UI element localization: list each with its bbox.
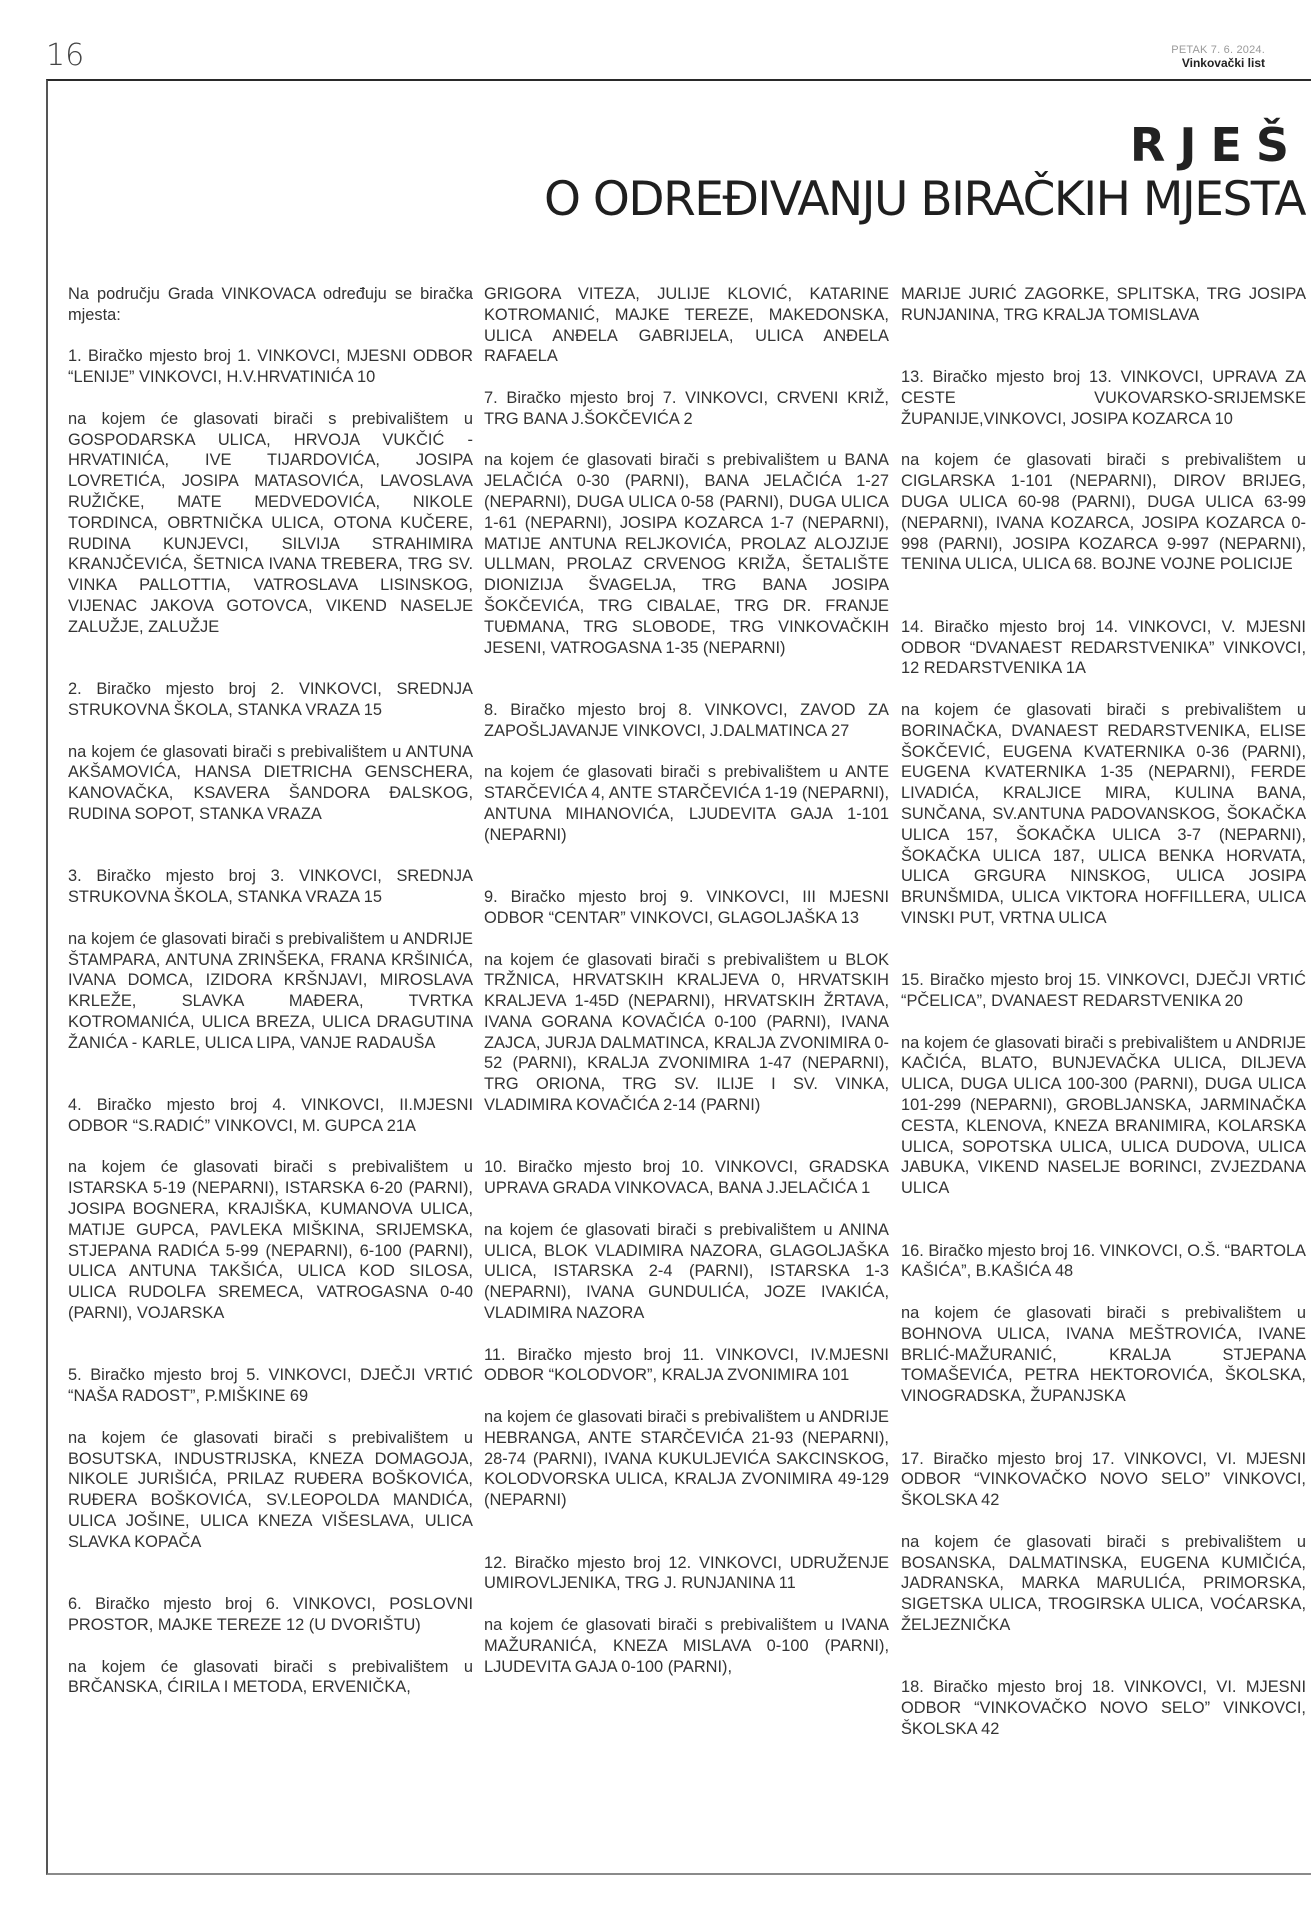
spacer bbox=[484, 658, 889, 700]
polling-station-heading: 8. Biračko mjesto broj 8. VINKOVCI, ZAVOD ZA ZAPOŠLJAVANJE VINKOVCI, J.DALMATINCA 27 bbox=[484, 700, 889, 740]
page-number: 16 bbox=[46, 38, 85, 73]
paragraph: na kojem će glasovati birači s prebivalištem u GOSPODARSKA ULICA, HRVOJA VUKČIĆ - HRVATINIĆA, IVE TIJARDOVIĆA, JOSIPA LOVRETIĆA, JOSIPA MATASOVIĆA, LAVOSLAVA RUŽIČKE, MATE MEDVEDOVIĆA, NIKOLE TORDINCA, OBRTNIČKA ULICA, OTONA KUČERE, RUDINA KUNJEVCI, SILVIJA STRAHIMIRA KRANJČEVIĆA, ŠETNICA IVANA TREBERA, TRG SV. VINKA PALLOTTIA, VATROSLAVA LISINSKOG, VIJENAC JAKOVA GOTOVCA, VIKEND NASELJE ZALUŽJE, ZALUŽJE bbox=[68, 409, 473, 636]
paragraph: na kojem će glasovati birači s prebivalištem u BOSANSKA, DALMATINSKA, EUGENA KUMIČIĆA, JADRANSKA, MARKA MARULIĆA, PRIMORSKA, SIGETSKA ULICA, TROGIRSKA ULICA, VOĆARSKA, ŽELJEZNIČKA bbox=[901, 1532, 1306, 1634]
spacer bbox=[484, 430, 889, 451]
masthead bbox=[1171, 44, 1265, 70]
polling-station-heading: 18. Biračko mjesto broj 18. VINKOVCI, VI. MJESNI ODBOR “VINKOVAČKO NOVO SELO” VINKOVCI, ŠKOLSKA 42 bbox=[901, 1678, 1306, 1738]
paragraph: na kojem će glasovati birači s prebivalištem u ANDRIJE KAČIĆA, BLATO, BUNJEVAČKA ULICA, DILJEVA ULICA, DUGA ULICA 100-300 (PARNI), DUGA ULICA 101-299 (NEPARNI), GROBLJANSKA, JARMINAČKA CESTA, KLENOVA, KNEZA BRANIMIRA, KOLARSKA ULICA, SOPOTSKA ULICA, ULICA DUDOVA, ULICA JABUKA, VIKEND NASELJE BORINCI, ZVJEZDANA ULICA bbox=[901, 1033, 1306, 1198]
paragraph: na kojem će glasovati birači s prebivalištem u ANINA ULICA, BLOK VLADIMIRA NAZORA, GLAGOLJAŠKA ULICA, ISTARSKA 2-4 (PARNI), ISTARSKA 1-3 (NEPARNI), IVANA GUNDULIĆA, JOZE IVAKIĆA, VLADIMIRA NAZORA bbox=[484, 1220, 889, 1323]
text-column-2 bbox=[484, 284, 889, 1677]
issue-date: PETAK 7. 6. 2024. bbox=[1171, 44, 1265, 56]
spacer bbox=[901, 1636, 1306, 1678]
polling-station-heading: 5. Biračko mjesto broj 5. VINKOVCI, DJEČJI VRTIĆ “NAŠA RADOST”, P.MIŠKINE 69 bbox=[68, 1366, 473, 1406]
spacer bbox=[901, 929, 1306, 971]
polling-station-heading: 16. Biračko mjesto broj 16. VINKOVCI, O.Š. “BARTOLA KAŠIĆA”, B.KAŠIĆA 48 bbox=[901, 1241, 1306, 1281]
polling-station-heading: 11. Biračko mjesto broj 11. VINKOVCI, IV.MJESNI ODBOR “KOLODVOR”, KRALJA ZVONIMIRA 101 bbox=[484, 1345, 889, 1385]
text-column-3 bbox=[901, 284, 1306, 1740]
article-title: RJEŠ bbox=[1129, 118, 1303, 172]
polling-station-heading: 17. Biračko mjesto broj 17. VINKOVCI, VI. MJESNI ODBOR “VINKOVAČKO NOVO SELO” VINKOVCI, ŠKOLSKA 42 bbox=[901, 1449, 1306, 1510]
spacer bbox=[484, 742, 889, 763]
spacer bbox=[484, 1386, 889, 1407]
polling-station-heading: 14. Biračko mjesto broj 14. VINKOVCI, V. MJESNI ODBOR “DVANAEST REDARSTVENIKA” VINKOVCI, 12 REDARSTVENIKA 1A bbox=[901, 617, 1306, 678]
polling-station-heading: 13. Biračko mjesto broj 13. VINKOVCI, UPRAVA ZA CESTE VUKOVARSKO-SRIJEMSKE ŽUPANIJE,VINKOVCI, JOSIPA KOZARCA 10 bbox=[901, 368, 1306, 428]
spacer bbox=[484, 1199, 889, 1220]
paragraph: MARIJE JURIĆ ZAGORKE, SPLITSKA, TRG JOSIPA RUNJANINA, TRG KRALJA TOMISLAVA bbox=[901, 285, 1306, 324]
spacer bbox=[68, 908, 473, 929]
paragraph: na kojem će glasovati birači s prebivalištem u IVANA MAŽURANIĆA, KNEZA MISLAVA 0-100 (PARNI), LJUDEVITA GAJA 0-100 (PARNI), bbox=[484, 1616, 889, 1676]
paragraph: na kojem će glasovati birači s prebivalištem u ANDRIJE HEBRANGA, ANTE STARČEVIĆA 21-93 (NEPARNI), 28-74 (PARNI), IVANA KUKULJEVIĆA SAKCINSKOG, KOLODVORSKA ULICA, KRALJA ZVONIMIRA 49-129 (NEPARNI) bbox=[484, 1408, 889, 1510]
paragraph: GRIGORA VITEZA, JULIJE KLOVIĆ, KATARINE KOTROMANIĆ, MAJKE TEREZE, MAKEDONSKA, ULICA ANĐELA GABRIJELA, ULICA ANĐELA RAFAELA bbox=[484, 285, 889, 366]
paragraph: na kojem će glasovati birači s prebivalištem u CIGLARSKA 1-101 (NEPARNI), DIROV BRIJEG, DUGA ULICA 60-98 (PARNI), DUGA ULICA 63-99 (NEPARNI), IVANA KOZARCA, JOSIPA KOZARCA 0-998 (PARNI), JOSIPA KOZARCA 9-997 (NEPARNI), TENINA ULICA, ULICA 68. BOJNE VOJNE POLICIJE bbox=[901, 451, 1306, 574]
polling-station-heading: 15. Biračko mjesto broj 15. VINKOVCI, DJEČJI VRTIĆ “PČELICA”, DVANAEST REDARSTVENIKA 20 bbox=[901, 971, 1306, 1011]
paragraph: na kojem će glasovati birači s prebivalištem u ISTARSKA 5-19 (NEPARNI), ISTARSKA 6-20 (PARNI), JOSIPA BOGNERA, KRAJIŠKA, KUMANOVA ULICA, MATIJE GUPCA, PAVLEKA MIŠKINA, SRIJEMSKA, STJEPANA RADIĆA 5-99 (NEPARNI), 6-100 (PARNI), ULICA ANTUNA TAKŠIĆA, ULICA KOD SILOSA, ULICA RUDOLFA SREMECA, VATROGASNA 0-40 (PARNI), VOJARSKA bbox=[68, 1158, 473, 1323]
spacer bbox=[68, 1553, 473, 1595]
spacer bbox=[901, 1511, 1306, 1532]
spacer bbox=[68, 825, 473, 867]
spacer bbox=[901, 1282, 1306, 1303]
polling-station-heading: 9. Biračko mjesto broj 9. VINKOVCI, III MJESNI ODBOR “CENTAR” VINKOVCI, GLAGOLJAŠKA 13 bbox=[484, 888, 889, 927]
spacer bbox=[68, 388, 473, 409]
article-subtitle: O ODREĐIVANJU BIRAČKIH MJESTA bbox=[543, 172, 1305, 227]
paragraph: na kojem će glasovati birači s prebivalištem u ANTE STARČEVIĆA 4, ANTE STARČEVIĆA 1-19 (NEPARNI), ANTUNA MIHANOVIĆA, LJUDEVITA GAJA 1-101 (NEPARNI) bbox=[484, 763, 889, 844]
spacer bbox=[68, 1636, 473, 1657]
spacer bbox=[68, 1407, 473, 1428]
spacer bbox=[68, 638, 473, 680]
spacer bbox=[901, 326, 1306, 368]
polling-station-heading: 3. Biračko mjesto broj 3. VINKOVCI, SREDNJA STRUKOVNA ŠKOLA, STANKA VRAZA 15 bbox=[68, 867, 473, 907]
paragraph: na kojem će glasovati birači s prebivalištem u BOHNOVA ULICA, IVANA MEŠTROVIĆA, IVANE BRLIĆ-MAŽURANIĆ, KRALJA STJEPANA TOMAŠEVIĆA, PETRA HEKTOROVIĆA, ŠKOLSKA, VINOGRADSKA, ŽUPANJSKA bbox=[901, 1304, 1306, 1406]
spacer bbox=[901, 575, 1306, 617]
polling-station-heading: 10. Biračko mjesto broj 10. VINKOVCI, GRADSKA UPRAVA GRADA VINKOVACA, BANA J.JELAČIĆA 1 bbox=[484, 1158, 889, 1198]
spacer bbox=[484, 846, 889, 888]
spacer bbox=[68, 721, 473, 742]
polling-station-heading: 12. Biračko mjesto broj 12. VINKOVCI, UDRUŽENJE UMIROVLJENIKA, TRG J. RUNJANINA 11 bbox=[484, 1553, 889, 1593]
paragraph: Na području Grada VINKOVACA određuju se biračka mjesta: bbox=[68, 285, 473, 324]
paragraph: na kojem će glasovati birači s prebivalištem u ANDRIJE ŠTAMPARA, ANTUNA ZRINŠEKA, FRANA KRŠINIĆA, IVANA DOMCA, IZIDORA KRŠNJAVI, MIROSLAVA KRLEŽE, SLAVKA MAĐERA, TVRTKA KOTROMANIĆA, ULICA BREZA, ULICA DRAGUTINA ŽANIĆA - KARLE, ULICA LIPA, VANJE RADAUŠA bbox=[68, 929, 473, 1052]
publication-name: Vinkovački list bbox=[1181, 55, 1265, 70]
paragraph: na kojem će glasovati birači s prebivalištem u BORINAČKA, DVANAEST REDARSTVENIKA, ELISE ŠOKČEVIĆ, EUGENA KVATERNIKA 0-36 (PARNI), EUGENA KVATERNIKA 1-35 (NEPARNI), FERDE LIVADIĆA, KRALJICE MIRA, KULINA BANA, SUNČANA, SV.ANTUNA PADOVANSKOG, ŠOKAČKA ULICA 157, ŠOKAČKA ULICA 3-7 (NEPARNI), ŠOKAČKA ULICA 187, ULICA BENKA HORVATA, ULICA GRGURA NINSKOG, ULICA JOSIPA BRUNŠMIDA, ULICA VIKTORA HOFFILLERA, ULICA VINSKI PUT, VRTNA ULICA bbox=[901, 700, 1306, 927]
spacer bbox=[901, 1199, 1306, 1241]
spacer bbox=[484, 367, 889, 388]
paragraph: na kojem će glasovati birači s prebivalištem u BANA JELAČIĆA 0-30 (PARNI), BANA JELAČIĆA 1-27 (NEPARNI), DUGA ULICA 0-58 (PARNI), DUGA ULICA 1-61 (NEPARNI), JOSIPA KOZARCA 1-7 (NEPARNI), MATIJE ANTUNA RELJKOVIĆA, PROLAZ ALOJZIJE ULLMAN, PROLAZ CRVENOG KRIŽA, ŠETALIŠTE DIONIZIJA ŠVAGELJA, TRG BANA JOSIPA ŠOKČEVIĆA, TRG CIBALAE, TRG DR. FRANJE TUĐMANA, TRG SLOBODE, TRG VINKOVAČKIH JESENI, VATROGASNA 1-35 (NEPARNI) bbox=[484, 451, 889, 657]
polling-station-heading: 2. Biračko mjesto broj 2. VINKOVCI, SREDNJA STRUKOVNA ŠKOLA, STANKA VRAZA 15 bbox=[68, 680, 473, 719]
spacer bbox=[68, 1137, 473, 1158]
text-column-1 bbox=[68, 284, 473, 1698]
polling-station-heading: 1. Biračko mjesto broj 1. VINKOVCI, MJESNI ODBOR “LENIJE” VINKOVCI, H.V.HRVATINIĆA 10 bbox=[68, 347, 473, 387]
spacer bbox=[901, 430, 1306, 451]
spacer bbox=[68, 1053, 473, 1095]
paragraph: na kojem će glasovati birači s prebivalištem u BLOK TRŽNICA, HRVATSKIH KRALJEVA 0, HRVATSKIH KRALJEVA 1-45D (NEPARNI), HRVATSKIH ŽRTAVA, IVANA GORANA KOVAČIĆA 0-100 (PARNI), IVANA ZAJCA, JURJA DALMATINCA, KRALJA ZVONIMIRA 0-52 (PARNI), KRALJA ZVONIMIRA 1-47 (NEPARNI), TRG ORIONA, TRG SV. ILIJE I SV. VINKA, VLADIMIRA KOVAČIĆA 2-14 (PARNI) bbox=[484, 950, 889, 1115]
paragraph: na kojem će glasovati birači s prebivalištem u ANTUNA AKŠAMOVIĆA, HANSA DIETRICHA GENSCHERA, KANOVAČKA, KSAVERA ŠANDORA ĐALSKOG, RUDINA SOPOT, STANKA VRAZA bbox=[68, 742, 473, 823]
spacer bbox=[68, 1324, 473, 1366]
polling-station-heading: 7. Biračko mjesto broj 7. VINKOVCI, CRVENI KRIŽ, TRG BANA J.ŠOKČEVIĆA 2 bbox=[484, 388, 889, 428]
spacer bbox=[484, 1511, 889, 1553]
spacer bbox=[484, 929, 889, 950]
spacer bbox=[68, 326, 473, 347]
spacer bbox=[901, 679, 1306, 700]
spacer bbox=[901, 1012, 1306, 1033]
spacer bbox=[484, 1324, 889, 1345]
spacer bbox=[484, 1594, 889, 1615]
polling-station-heading: 4. Biračko mjesto broj 4. VINKOVCI, II.MJESNI ODBOR “S.RADIĆ” VINKOVCI, M. GUPCA 21A bbox=[68, 1096, 473, 1135]
paragraph: na kojem će glasovati birači s prebivalištem u BOSUTSKA, INDUSTRIJSKA, KNEZA DOMAGOJA, NIKOLE JURIŠIĆA, PRILAZ RUĐERA BOŠKOVIĆA, RUĐERA BOŠKOVIĆA, SV.LEOPOLDA MANDIĆA, ULICA JOŠINE, ULICA KNEZA VIŠESLAVA, ULICA SLAVKA KOPAČA bbox=[68, 1428, 473, 1551]
spacer bbox=[901, 1407, 1306, 1449]
paragraph: na kojem će glasovati birači s prebivalištem u BRČANSKA, ĆIRILA I METODA, ERVENIČKA, bbox=[68, 1657, 473, 1697]
polling-station-heading: 6. Biračko mjesto broj 6. VINKOVCI, POSLOVNI PROSTOR, MAJKE TEREZE 12 (U DVORIŠTU) bbox=[68, 1595, 473, 1634]
spacer bbox=[484, 1116, 889, 1158]
